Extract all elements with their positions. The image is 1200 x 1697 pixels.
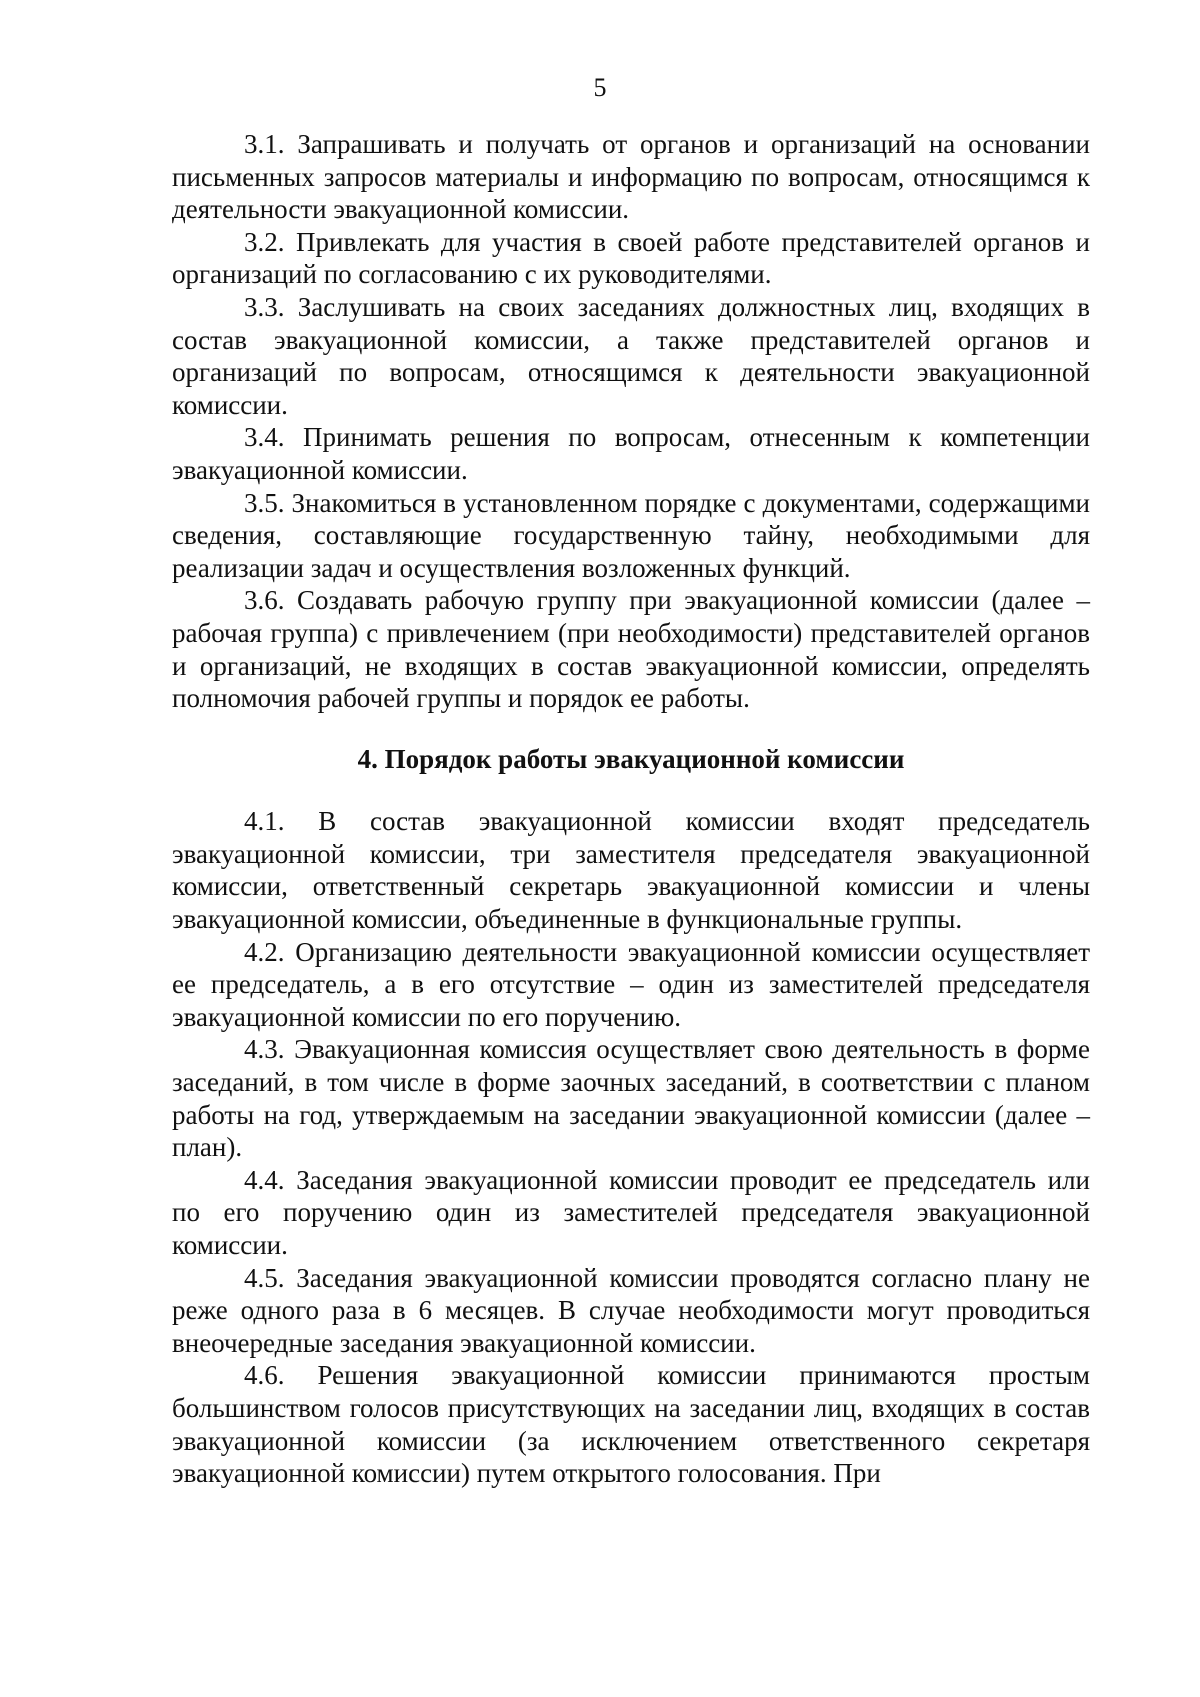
paragraph-3-6: 3.6. Создавать рабочую группу при эвакуационной комиссии (далее – рабочая группа) с привлечением (при необходимости) представителей органов и организаций, не входящих в состав эвакуационной комиссии, определять полномочия рабочей группы и порядок ее работы. [172,585,1090,714]
page-number: 5 [593,73,607,102]
section-4-heading: 4. Порядок работы эвакуационной комиссии [357,743,905,774]
paragraph-3-3: 3.3. Заслушивать на своих заседаниях должностных лиц, входящих в состав эвакуационной комиссии, а также представителей органов и организаций по вопросам, относящимся к деятельности эвакуационной комиссии. [172,291,1090,420]
paragraph-4-3: 4.3. Эвакуационная комиссия осуществляет свою деятельность в форме заседаний, в том числе в форме заочных заседаний, в соответствии с планом работы на год, утверждаемым на заседании эвакуационной комиссии (далее – план). [172,1034,1090,1163]
paragraph-3-5: 3.5. Знакомиться в установленном порядке с документами, содержащими сведения, составляющие государственную тайну, необходимыми для реализации задач и осуществления возложенных функций. [172,487,1090,583]
paragraph-4-1: 4.1. В состав эвакуационной комиссии входят председатель эвакуационной комиссии, три заместителя председателя эвакуационной комиссии, ответственный секретарь эвакуационной комиссии и члены эвакуационной комиссии, объединенные в функциональные группы. [172,806,1090,935]
paragraph-4-4: 4.4. Заседания эвакуационной комиссии проводит ее председатель или по его поручению один из заместителей председателя эвакуационной комиссии. [172,1164,1090,1260]
paragraph-3-2: 3.2. Привлекать для участия в своей работе представителей органов и организаций по согласованию с их руководителями. [172,226,1090,290]
paragraph-3-4: 3.4. Принимать решения по вопросам, отнесенным к компетенции эвакуационной комиссии. [172,422,1090,485]
paragraph-3-1: 3.1. Запрашивать и получать от органов и организаций на основании письменных запросов материалы и информацию по вопросам, относящимся к деятельности эвакуационной комиссии. [172,129,1090,225]
paragraph-4-6: 4.6. Решения эвакуационной комиссии принимаются простым большинством голосов присутствующих на заседании лиц, входящих в состав эвакуационной комиссии (за исключением ответственного секретаря эвакуационной комиссии) путем открытого голосования. При [172,1360,1090,1489]
paragraph-4-5: 4.5. Заседания эвакуационной комиссии проводятся согласно плану не реже одного раза в 6 месяцев. В случае необходимости могут проводиться внеочередные заседания эвакуационной комиссии. [172,1262,1090,1358]
document-body [172,128,1090,1490]
paragraph-4-2: 4.2. Организацию деятельности эвакуационной комиссии осуществляет ее председатель, а в его отсутствие – один из заместителей председателя эвакуационной комиссии по его поручению. [172,936,1090,1032]
